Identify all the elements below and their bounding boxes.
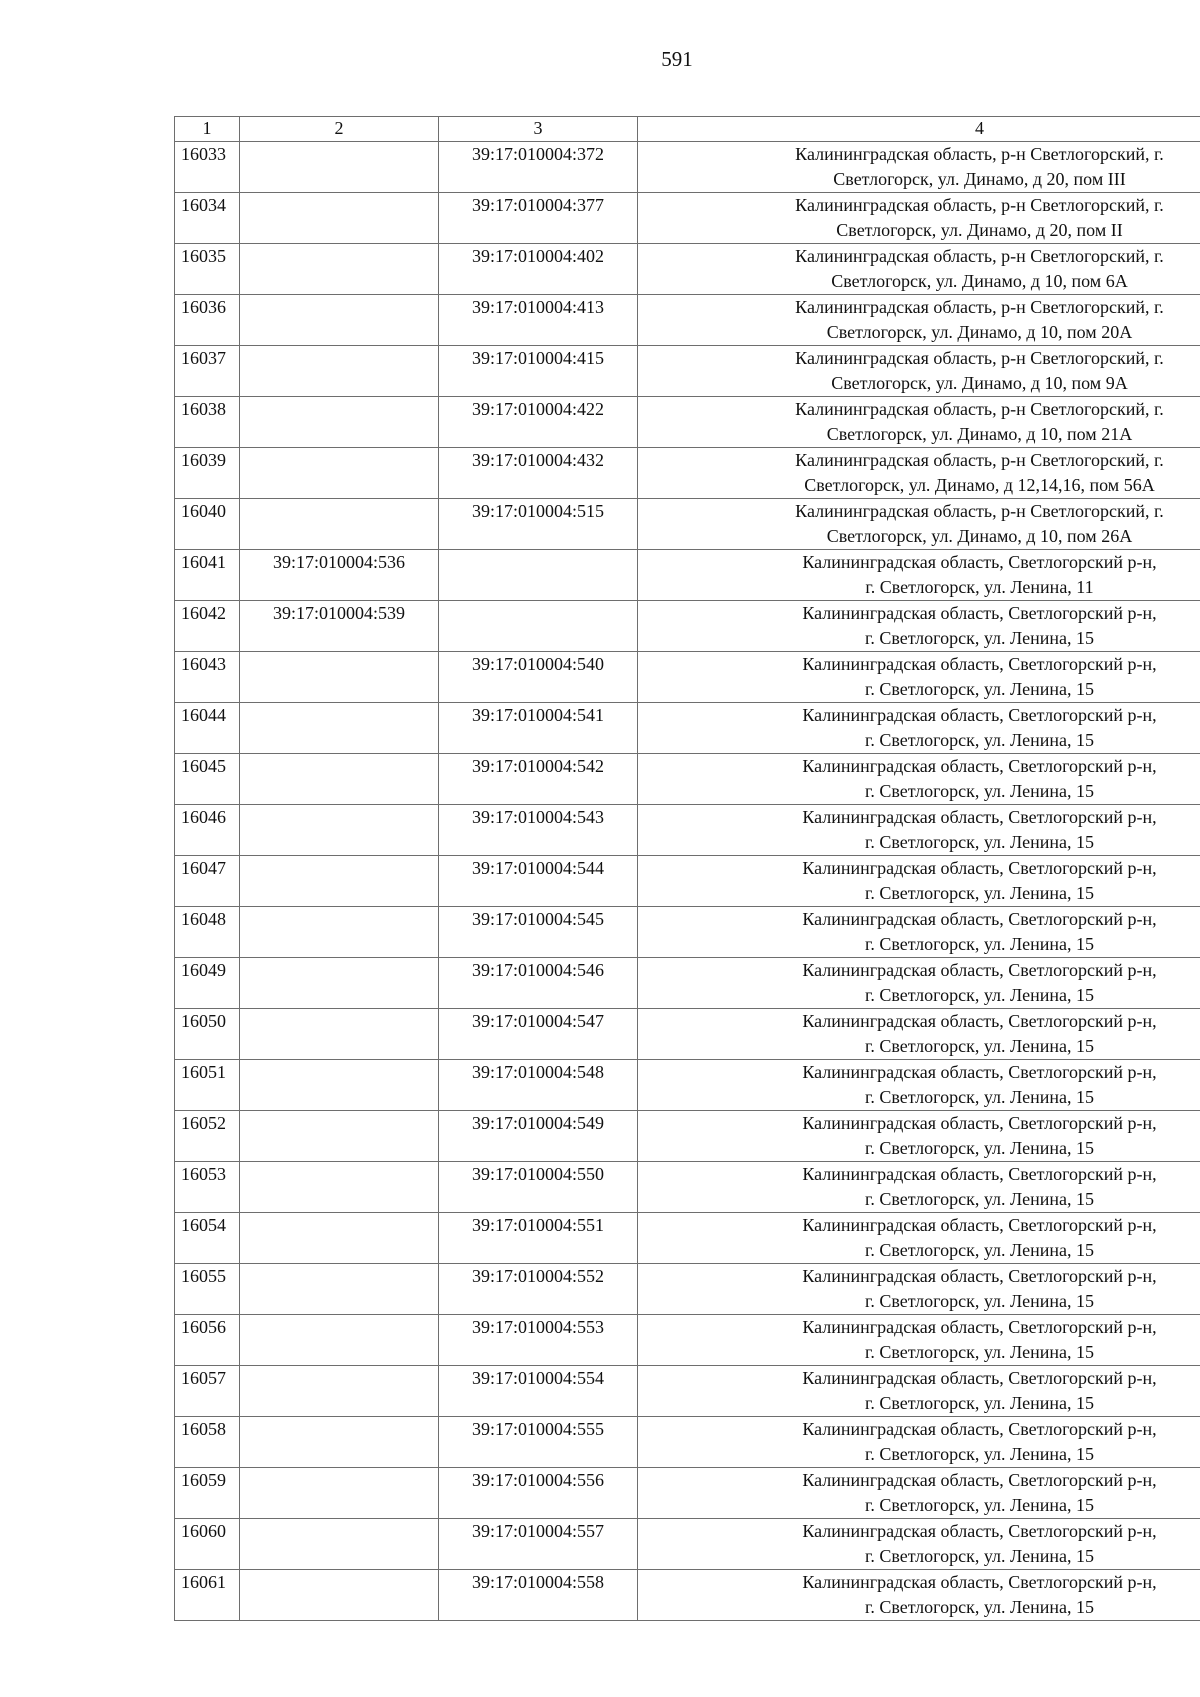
table-body [175, 142, 1200, 1621]
column-2-cell [240, 1570, 439, 1621]
cadastral-number-cell: 39:17:010004:544 [439, 856, 638, 907]
table-row [175, 550, 1200, 601]
table-row [175, 958, 1200, 1009]
address-line-2: г. Светлогорск, ул. Ленина, 15 [865, 883, 1094, 903]
address-line-2: Светлогорск, ул. Динамо, д 10, пом 9А [831, 373, 1128, 393]
table-row [175, 856, 1200, 907]
column-header-1: 1 [175, 117, 240, 142]
cadastral-number-cell: 39:17:010004:554 [439, 1366, 638, 1417]
table-row [175, 1468, 1200, 1519]
address-cell [638, 1570, 1200, 1621]
address-cell [638, 754, 1200, 805]
address-cell [638, 1213, 1200, 1264]
address-line-2: Светлогорск, ул. Динамо, д 10, пом 6А [831, 271, 1128, 291]
header-row [175, 117, 1200, 142]
address-line-1: Калининградская область, Светлогорский р-н, [802, 858, 1157, 878]
address-line-2: г. Светлогорск, ул. Ленина, 15 [865, 1189, 1094, 1209]
column-2-cell [240, 499, 439, 550]
address-line-1: Калининградская область, Светлогорский р-н, [802, 654, 1157, 674]
address-cell [638, 1468, 1200, 1519]
address-cell [638, 1060, 1200, 1111]
address-line-2: г. Светлогорск, ул. Ленина, 15 [865, 1138, 1094, 1158]
table-row [175, 346, 1200, 397]
address-cell [638, 1009, 1200, 1060]
cadastral-number-cell: 39:17:010004:413 [439, 295, 638, 346]
address-cell [638, 1162, 1200, 1213]
address-cell [638, 856, 1200, 907]
column-2-cell [240, 142, 439, 193]
column-2-cell [240, 448, 439, 499]
address-line-2: г. Светлогорск, ул. Ленина, 15 [865, 679, 1094, 699]
address-cell [638, 193, 1200, 244]
column-2-cell [240, 1264, 439, 1315]
table-row [175, 193, 1200, 244]
address-line-2: г. Светлогорск, ул. Ленина, 15 [865, 1393, 1094, 1413]
address-line-2: г. Светлогорск, ул. Ленина, 15 [865, 1495, 1094, 1515]
address-line-1: Калининградская область, Светлогорский р-н, [802, 1368, 1157, 1388]
row-number-cell: 16058 [175, 1417, 240, 1468]
column-2-cell [240, 703, 439, 754]
table-row [175, 1264, 1200, 1315]
cadastral-number-cell: 39:17:010004:556 [439, 1468, 638, 1519]
column-header-3: 3 [439, 117, 638, 142]
address-line-2: г. Светлогорск, ул. Ленина, 15 [865, 1597, 1094, 1617]
row-number-cell: 16041 [175, 550, 240, 601]
address-cell [638, 346, 1200, 397]
address-cell [638, 1111, 1200, 1162]
address-line-1: Калининградская область, Светлогорский р-н, [802, 1317, 1157, 1337]
cadastral-number-cell: 39:17:010004:540 [439, 652, 638, 703]
table-row [175, 1213, 1200, 1264]
address-line-1: Калининградская область, р-н Светлогорский, г. [795, 501, 1164, 521]
row-number-cell: 16049 [175, 958, 240, 1009]
cadastral-number-cell: 39:17:010004:415 [439, 346, 638, 397]
address-cell [638, 1366, 1200, 1417]
table-row [175, 754, 1200, 805]
address-line-2: Светлогорск, ул. Динамо, д 10, пом 20А [826, 322, 1133, 342]
address-cell [638, 1519, 1200, 1570]
row-number-cell: 16048 [175, 907, 240, 958]
address-line-2: Светлогорск, ул. Динамо, д 20, пом III [833, 169, 1126, 189]
address-line-2: Светлогорск, ул. Динамо, д 10, пом 21А [826, 424, 1133, 444]
table-row [175, 601, 1200, 652]
address-line-1: Калининградская область, Светлогорский р-н, [802, 807, 1157, 827]
table-row [175, 1519, 1200, 1570]
address-line-1: Калининградская область, Светлогорский р-н, [802, 1011, 1157, 1031]
address-cell [638, 1315, 1200, 1366]
address-line-2: Светлогорск, ул. Динамо, д 20, пом II [836, 220, 1123, 240]
page-number: 591 [661, 47, 693, 71]
column-2-cell [240, 754, 439, 805]
address-line-1: Калининградская область, р-н Светлогорский, г. [795, 246, 1164, 266]
row-number-cell: 16036 [175, 295, 240, 346]
column-2-cell: 39:17:010004:539 [240, 601, 439, 652]
table-row [175, 397, 1200, 448]
row-number-cell: 16035 [175, 244, 240, 295]
address-line-2: г. Светлогорск, ул. Ленина, 11 [865, 577, 1094, 597]
address-line-2: г. Светлогорск, ул. Ленина, 15 [865, 1546, 1094, 1566]
registry-table [174, 116, 1200, 1621]
cadastral-number-cell: 39:17:010004:555 [439, 1417, 638, 1468]
column-2-cell [240, 652, 439, 703]
column-2-cell [240, 856, 439, 907]
address-line-2: г. Светлогорск, ул. Ленина, 15 [865, 934, 1094, 954]
table-row [175, 499, 1200, 550]
address-cell [638, 652, 1200, 703]
address-line-1: Калининградская область, Светлогорский р-н, [802, 1521, 1157, 1541]
address-line-1: Калининградская область, Светлогорский р-н, [802, 909, 1157, 929]
row-number-cell: 16052 [175, 1111, 240, 1162]
column-header-4: 4 [638, 117, 1200, 142]
table-row [175, 448, 1200, 499]
cadastral-number-cell: 39:17:010004:548 [439, 1060, 638, 1111]
address-line-2: г. Светлогорск, ул. Ленина, 15 [865, 1444, 1094, 1464]
table-row [175, 703, 1200, 754]
address-cell [638, 550, 1200, 601]
address-line-2: г. Светлогорск, ул. Ленина, 15 [865, 1291, 1094, 1311]
address-line-1: Калининградская область, Светлогорский р-н, [802, 1419, 1157, 1439]
cadastral-number-cell: 39:17:010004:553 [439, 1315, 638, 1366]
cadastral-number-cell: 39:17:010004:558 [439, 1570, 638, 1621]
column-2-cell [240, 1009, 439, 1060]
column-2-cell [240, 1315, 439, 1366]
address-line-2: г. Светлогорск, ул. Ленина, 15 [865, 832, 1094, 852]
address-line-1: Калининградская область, Светлогорский р-н, [802, 1113, 1157, 1133]
row-number-cell: 16055 [175, 1264, 240, 1315]
cadastral-number-cell: 39:17:010004:372 [439, 142, 638, 193]
table-row [175, 1009, 1200, 1060]
address-line-1: Калининградская область, Светлогорский р-н, [802, 1266, 1157, 1286]
column-2-cell [240, 193, 439, 244]
address-cell [638, 397, 1200, 448]
address-cell [638, 958, 1200, 1009]
address-cell [638, 295, 1200, 346]
row-number-cell: 16056 [175, 1315, 240, 1366]
cadastral-number-cell: 39:17:010004:541 [439, 703, 638, 754]
column-2-cell [240, 1366, 439, 1417]
row-number-cell: 16043 [175, 652, 240, 703]
row-number-cell: 16042 [175, 601, 240, 652]
row-number-cell: 16034 [175, 193, 240, 244]
table-row [175, 1366, 1200, 1417]
column-2-cell: 39:17:010004:536 [240, 550, 439, 601]
address-line-1: Калининградская область, р-н Светлогорский, г. [795, 195, 1164, 215]
cadastral-number-cell: 39:17:010004:402 [439, 244, 638, 295]
address-line-2: г. Светлогорск, ул. Ленина, 15 [865, 730, 1094, 750]
column-2-cell [240, 397, 439, 448]
address-cell [638, 1417, 1200, 1468]
column-header-2: 2 [240, 117, 439, 142]
table-row [175, 295, 1200, 346]
table-row [175, 805, 1200, 856]
address-cell [638, 907, 1200, 958]
address-cell [638, 1264, 1200, 1315]
address-line-2: г. Светлогорск, ул. Ленина, 15 [865, 1342, 1094, 1362]
cadastral-number-cell: 39:17:010004:545 [439, 907, 638, 958]
cadastral-number-cell: 39:17:010004:552 [439, 1264, 638, 1315]
cadastral-number-cell: 39:17:010004:549 [439, 1111, 638, 1162]
table-row [175, 652, 1200, 703]
cadastral-number-cell: 39:17:010004:377 [439, 193, 638, 244]
address-line-1: Калининградская область, Светлогорский р-н, [802, 756, 1157, 776]
address-cell [638, 499, 1200, 550]
column-2-cell [240, 1060, 439, 1111]
row-number-cell: 16046 [175, 805, 240, 856]
address-cell [638, 244, 1200, 295]
address-line-1: Калининградская область, Светлогорский р-н, [802, 1164, 1157, 1184]
column-2-cell [240, 907, 439, 958]
address-line-2: г. Светлогорск, ул. Ленина, 15 [865, 628, 1094, 648]
address-line-1: Калининградская область, Светлогорский р-н, [802, 960, 1157, 980]
row-number-cell: 16050 [175, 1009, 240, 1060]
row-number-cell: 16057 [175, 1366, 240, 1417]
column-2-cell [240, 1213, 439, 1264]
address-line-1: Калининградская область, р-н Светлогорский, г. [795, 450, 1164, 470]
cadastral-number-cell: 39:17:010004:542 [439, 754, 638, 805]
address-line-1: Калининградская область, р-н Светлогорский, г. [795, 348, 1164, 368]
column-2-cell [240, 1468, 439, 1519]
cadastral-number-cell: 39:17:010004:515 [439, 499, 638, 550]
address-line-2: Светлогорск, ул. Динамо, д 12,14,16, пом 56А [804, 475, 1155, 495]
row-number-cell: 16047 [175, 856, 240, 907]
table-row [175, 1315, 1200, 1366]
table-row [175, 1570, 1200, 1621]
address-line-1: Калининградская область, Светлогорский р-н, [802, 1062, 1157, 1082]
table-row [175, 142, 1200, 193]
table-row [175, 1417, 1200, 1468]
address-cell [638, 448, 1200, 499]
cadastral-number-cell: 39:17:010004:546 [439, 958, 638, 1009]
table-row [175, 1162, 1200, 1213]
row-number-cell: 16038 [175, 397, 240, 448]
column-2-cell [240, 295, 439, 346]
row-number-cell: 16053 [175, 1162, 240, 1213]
column-2-cell [240, 1519, 439, 1570]
row-number-cell: 16045 [175, 754, 240, 805]
address-line-2: г. Светлогорск, ул. Ленина, 15 [865, 1240, 1094, 1260]
cadastral-number-cell [439, 550, 638, 601]
address-line-1: Калининградская область, р-н Светлогорский, г. [795, 144, 1164, 164]
address-cell [638, 805, 1200, 856]
address-line-2: г. Светлогорск, ул. Ленина, 15 [865, 781, 1094, 801]
address-line-1: Калининградская область, Светлогорский р-н, [802, 705, 1157, 725]
cadastral-number-cell: 39:17:010004:432 [439, 448, 638, 499]
row-number-cell: 16051 [175, 1060, 240, 1111]
address-line-2: г. Светлогорск, ул. Ленина, 15 [865, 985, 1094, 1005]
column-2-cell [240, 805, 439, 856]
column-2-cell [240, 346, 439, 397]
table-row [175, 907, 1200, 958]
address-line-1: Калининградская область, Светлогорский р-н, [802, 603, 1157, 623]
row-number-cell: 16060 [175, 1519, 240, 1570]
row-number-cell: 16059 [175, 1468, 240, 1519]
address-line-1: Калининградская область, р-н Светлогорский, г. [795, 399, 1164, 419]
column-2-cell [240, 1111, 439, 1162]
column-2-cell [240, 1162, 439, 1213]
row-number-cell: 16044 [175, 703, 240, 754]
cadastral-number-cell: 39:17:010004:557 [439, 1519, 638, 1570]
address-line-1: Калининградская область, Светлогорский р-н, [802, 1572, 1157, 1592]
table-row [175, 1111, 1200, 1162]
cadastral-number-cell: 39:17:010004:547 [439, 1009, 638, 1060]
table-header [175, 117, 1200, 142]
table-row [175, 244, 1200, 295]
table-row [175, 1060, 1200, 1111]
address-cell [638, 142, 1200, 193]
cadastral-number-cell [439, 601, 638, 652]
cadastral-number-cell: 39:17:010004:550 [439, 1162, 638, 1213]
address-line-1: Калининградская область, Светлогорский р-н, [802, 552, 1157, 572]
row-number-cell: 16033 [175, 142, 240, 193]
cadastral-number-cell: 39:17:010004:543 [439, 805, 638, 856]
column-2-cell [240, 1417, 439, 1468]
address-line-1: Калининградская область, Светлогорский р-н, [802, 1470, 1157, 1490]
column-2-cell [240, 958, 439, 1009]
address-cell [638, 601, 1200, 652]
address-line-1: Калининградская область, р-н Светлогорский, г. [795, 297, 1164, 317]
address-line-2: г. Светлогорск, ул. Ленина, 15 [865, 1087, 1094, 1107]
address-line-1: Калининградская область, Светлогорский р-н, [802, 1215, 1157, 1235]
row-number-cell: 16061 [175, 1570, 240, 1621]
row-number-cell: 16054 [175, 1213, 240, 1264]
address-line-2: г. Светлогорск, ул. Ленина, 15 [865, 1036, 1094, 1056]
address-line-2: Светлогорск, ул. Динамо, д 10, пом 26А [826, 526, 1133, 546]
cadastral-number-cell: 39:17:010004:422 [439, 397, 638, 448]
column-2-cell [240, 244, 439, 295]
row-number-cell: 16037 [175, 346, 240, 397]
cadastral-number-cell: 39:17:010004:551 [439, 1213, 638, 1264]
row-number-cell: 16040 [175, 499, 240, 550]
address-cell [638, 703, 1200, 754]
row-number-cell: 16039 [175, 448, 240, 499]
